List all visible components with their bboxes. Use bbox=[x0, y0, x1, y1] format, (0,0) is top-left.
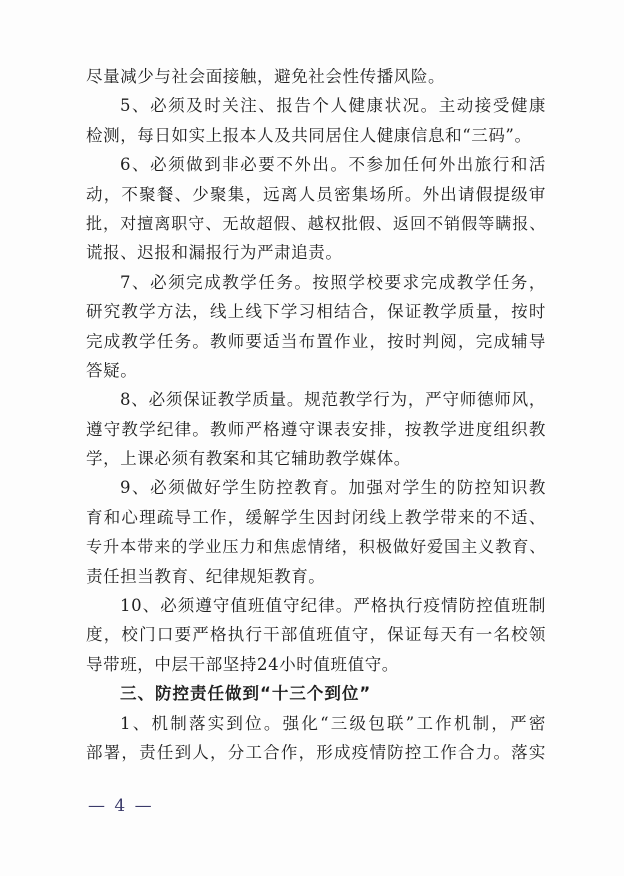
paragraph-line: 5、必须及时关注、报告个人健康状况。主动接受健康 bbox=[120, 96, 546, 116]
paragraph-line: 专升本带来的学业压力和焦虑情绪，积极做好爱国主义教育、 bbox=[86, 537, 546, 557]
paragraph-line: 批，对擅离职守、无故超假、越权批假、返回不销假等瞒报、 bbox=[86, 213, 546, 233]
paragraph-line: 育和心理疏导工作，缓解学生因封闭线上教学带来的不适、 bbox=[86, 507, 546, 527]
paragraph-line: 责任担当教育、纪律规矩教育。 bbox=[86, 566, 326, 586]
paragraph-line: 检测，每日如实上报本人及共同居住人健康信息和“三码”。 bbox=[86, 125, 532, 145]
paragraph-line: 学，上课必须有教案和其它辅助教学媒体。 bbox=[86, 449, 411, 469]
paragraph-line: 1、机制落实到位。强化“三级包联”工作机制，严密 bbox=[120, 713, 546, 733]
page-number: — 4 — bbox=[88, 796, 154, 816]
paragraph-line: 6、必须做到非必要不外出。不参加任何外出旅行和活 bbox=[120, 155, 546, 175]
section-heading: 三、防控责任做到“十三个到位” bbox=[120, 684, 372, 704]
paragraph-line: 导带班，中层干部坚持24小时值班值守。 bbox=[86, 654, 399, 674]
paragraph-line: 部署，责任到人，分工合作，形成疫情防控工作合力。落实 bbox=[86, 742, 546, 762]
paragraph-line: 8、必须保证教学质量。规范教学行为，严守师德师风， bbox=[120, 390, 546, 410]
document-body bbox=[86, 62, 546, 767]
paragraph-line: 9、必须做好学生防控教育。加强对学生的防控知识教 bbox=[120, 478, 546, 498]
paragraph-line: 7、必须完成教学任务。按照学校要求完成教学任务， bbox=[120, 272, 546, 292]
paragraph-line: 研究教学方法，线上线下学习相结合，保证教学质量，按时 bbox=[86, 302, 546, 322]
paragraph-line: 动，不聚餐、少聚集，远离人员密集场所。外出请假提级审 bbox=[86, 184, 546, 204]
continuation-line: 尽量减少与社会面接触，避免社会性传播风险。 bbox=[86, 67, 446, 86]
paragraph-line: 遵守教学纪律。教师严格遵守课表安排，按教学进度组织教 bbox=[86, 419, 546, 439]
paragraph-line: 度，校门口要严格执行干部值班值守，保证每天有一名校领 bbox=[86, 625, 546, 645]
paragraph-line: 答疑。 bbox=[86, 360, 138, 380]
paragraph-line: 完成教学任务。教师要适当布置作业，按时判阅，完成辅导 bbox=[86, 331, 546, 351]
paragraph-line: 谎报、迟报和漏报行为严肃追责。 bbox=[86, 243, 343, 263]
paragraph-line: 10、必须遵守值班值守纪律。严格执行疫情防控值班制 bbox=[120, 596, 546, 616]
